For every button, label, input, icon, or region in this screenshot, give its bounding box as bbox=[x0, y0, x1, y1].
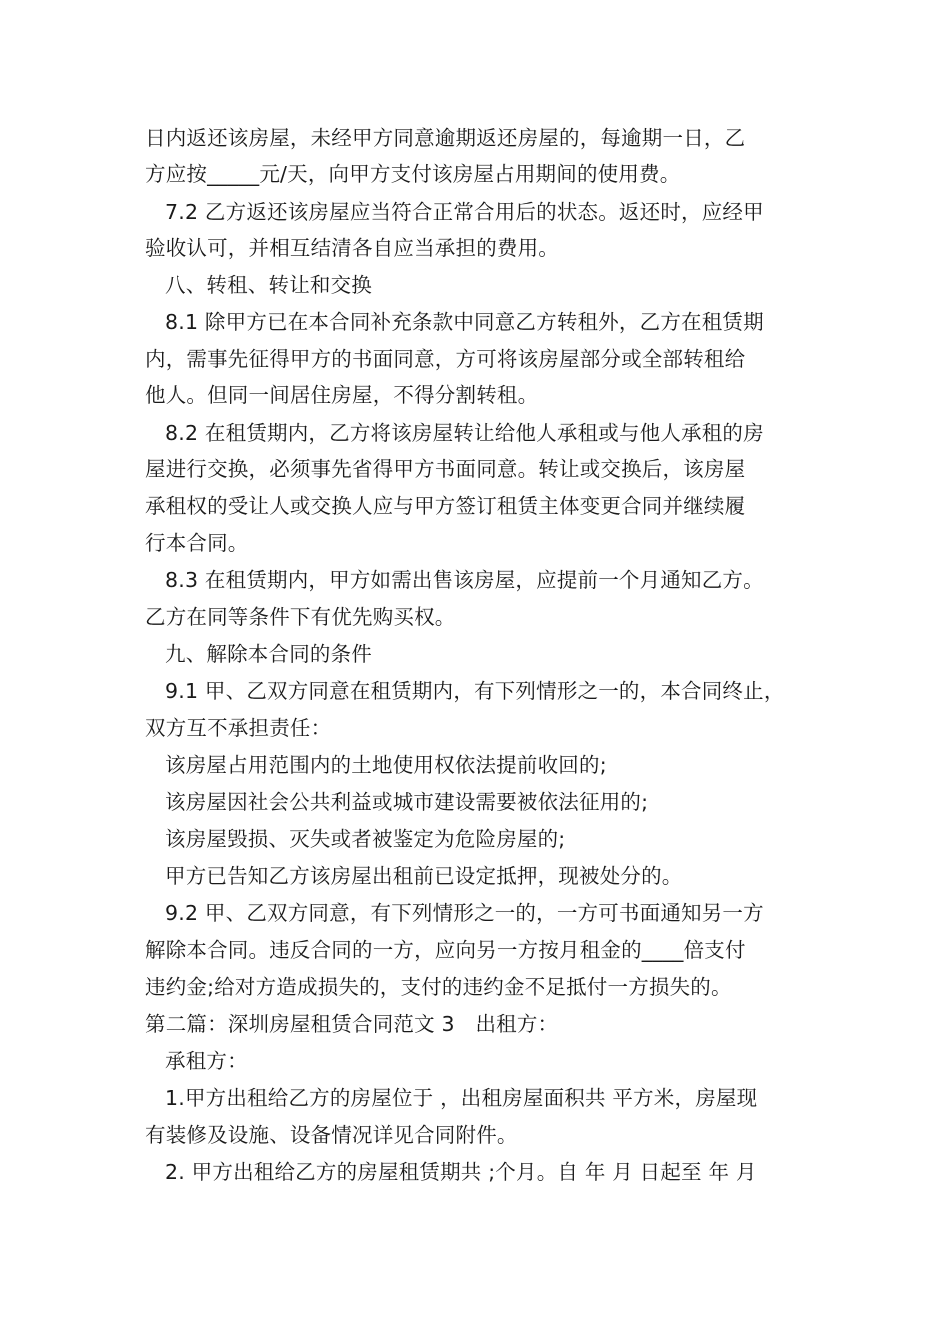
text-line: 9.1 甲、乙双方同意在租赁期内，有下列情形之一的，本合同终止， bbox=[165, 679, 785, 703]
text-line: 违约金;给对方造成损失的，支付的违约金不足抵付一方损失的。 bbox=[145, 975, 732, 999]
text-line: 内，需事先征得甲方的书面同意，方可将该房屋部分或全部转租给 bbox=[145, 347, 746, 371]
text-line: 屋进行交换，必须事先省得甲方书面同意。转让或交换后，该房屋 bbox=[145, 457, 746, 481]
text-line: 7.2 乙方返还该房屋应当符合正常合用后的状态。返还时，应经甲 bbox=[165, 200, 764, 224]
text-line: 他人。但同一间居住房屋，不得分割转租。 bbox=[145, 383, 539, 407]
text-line: 1.甲方出租给乙方的房屋位于 ，出租房屋面积共 平方米，房屋现 bbox=[165, 1086, 758, 1110]
section-heading: 八、转租、转让和交换 bbox=[165, 273, 372, 297]
text-line: 有装修及设施、设备情况详见合同附件。 bbox=[145, 1123, 518, 1147]
part-heading: 第二篇：深圳房屋租赁合同范文 3 出租方： bbox=[145, 1012, 559, 1036]
list-item: 甲方已告知乙方该房屋出租前已设定抵押，现被处分的。 bbox=[165, 864, 683, 888]
text-line: 验收认可，并相互结清各自应当承担的费用。 bbox=[145, 236, 559, 260]
text-line: 8.3 在租赁期内，甲方如需出售该房屋，应提前一个月通知乙方。 bbox=[165, 568, 764, 592]
list-item: 该房屋占用范围内的土地使用权依法提前收回的; bbox=[165, 753, 607, 777]
text-line: 2. 甲方出租给乙方的房屋租赁期共 ;个月。自 年 月 日起至 年 月 bbox=[165, 1160, 757, 1184]
text-line: 9.2 甲、乙双方同意，有下列情形之一的，一方可书面通知另一方 bbox=[165, 901, 764, 925]
text-line: 承租权的受让人或交换人应与甲方签订租赁主体变更合同并继续履 bbox=[145, 494, 746, 518]
text-line: 乙方在同等条件下有优先购买权。 bbox=[145, 605, 456, 629]
list-item: 该房屋因社会公共利益或城市建设需要被依法征用的; bbox=[165, 790, 649, 814]
text-line: 承租方： bbox=[165, 1049, 248, 1073]
section-heading: 九、解除本合同的条件 bbox=[165, 642, 372, 666]
text-line: 方应按_____元/天，向甲方支付该房屋占用期间的使用费。 bbox=[145, 162, 681, 186]
text-line: 8.2 在租赁期内，乙方将该房屋转让给他人承租或与他人承租的房 bbox=[165, 421, 764, 445]
text-line: 双方互不承担责任： bbox=[145, 716, 332, 740]
text-line: 解除本合同。违反合同的一方，应向另一方按月租金的____倍支付 bbox=[145, 938, 746, 962]
list-item: 该房屋毁损、灭失或者被鉴定为危险房屋的; bbox=[165, 827, 566, 851]
text-line: 行本合同。 bbox=[145, 531, 249, 555]
text-line: 8.1 除甲方已在本合同补充条款中同意乙方转租外，乙方在租赁期 bbox=[165, 310, 764, 334]
text-line: 日内返还该房屋，未经甲方同意逾期返还房屋的，每逾期一日，乙 bbox=[145, 126, 746, 150]
